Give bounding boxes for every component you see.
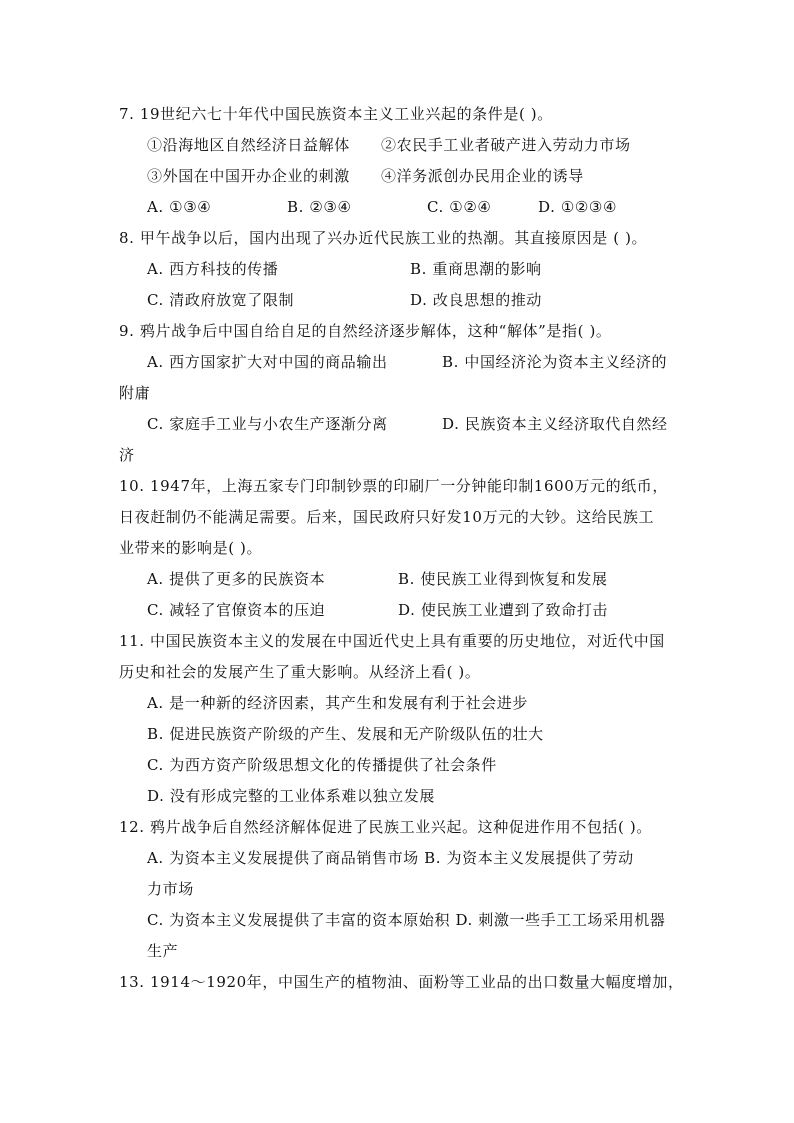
q8-option-b: B. 重商思潮的影响 — [410, 260, 542, 278]
q13-stem: 13. 1914～1920年，中国生产的植物油、面粉等工业品的出口数量大幅度增加， — [119, 973, 684, 991]
q9-option-c: C. 家庭手工业与小农生产逐渐分离 — [147, 415, 388, 433]
q7-option-b: B. ②③④ — [287, 198, 352, 216]
q12-options-c-d: C. 为资本主义发展提供了丰富的资本原始积 D. 刺激一些手工工场采用机器 — [147, 911, 666, 929]
q7-option-a: A. ①③④ — [147, 198, 212, 216]
q8-option-c: C. 清政府放宽了限制 — [147, 291, 295, 309]
q12-stem: 12. 鸦片战争后自然经济解体促进了民族工业兴起。这种促进作用不包括( )。 — [119, 818, 652, 836]
q11-stem-line-1: 11. 中国民族资本主义的发展在中国近代史上具有重要的历史地位，对近代中国 — [119, 632, 665, 650]
q8-option-a: A. 西方科技的传播 — [147, 260, 279, 278]
q10-stem-line-1: 10. 1947年，上海五家专门印制钞票的印刷厂一分钟能印制1600万元的纸币， — [119, 477, 668, 495]
q7-cond-4: ④洋务派创办民用企业的诱导 — [381, 167, 584, 185]
q8-option-d: D. 改良思想的推动 — [410, 291, 543, 309]
q9-option-b-continued: 附庸 — [119, 384, 151, 402]
q10-option-c: C. 减轻了官僚资本的压迫 — [147, 601, 326, 619]
q10-stem-line-3: 业带来的影响是( )。 — [119, 539, 263, 557]
q12-option-d-continued: 生产 — [147, 942, 179, 960]
q11-option-c: C. 为西方资产阶级思想文化的传播提供了社会条件 — [147, 756, 497, 774]
q8-stem: 8. 甲午战争以后，国内出现了兴办近代民族工业的热潮。其直接原因是 ( )。 — [119, 229, 648, 247]
q11-option-a: A. 是一种新的经济因素，其产生和发展有利于社会进步 — [147, 694, 528, 712]
q9-option-d: D. 民族资本主义经济取代自然经 — [442, 415, 668, 433]
q11-stem-line-2: 历史和社会的发展产生了重大影响。从经济上看( )。 — [119, 663, 481, 681]
q9-option-a: A. 西方国家扩大对中国的商品输出 — [147, 353, 388, 371]
q11-option-d: D. 没有形成完整的工业体系难以独立发展 — [147, 787, 436, 805]
q12-options-a-b: A. 为资本主义发展提供了商品销售市场 B. 为资本主义发展提供了劳动 — [147, 849, 634, 867]
q9-stem: 9. 鸦片战争后中国自给自足的自然经济逐步解体，这种“解体”是指( )。 — [119, 322, 612, 340]
q9-option-d-continued: 济 — [119, 446, 135, 464]
q9-option-b: B. 中国经济沦为资本主义经济的 — [442, 353, 668, 371]
q10-option-d: D. 使民族工业遭到了致命打击 — [398, 601, 609, 619]
q7-option-c: C. ①②④ — [427, 198, 492, 216]
q10-option-b: B. 使民族工业得到恢复和发展 — [398, 570, 608, 588]
q7-cond-1: ①沿海地区自然经济日益解体 — [147, 136, 350, 154]
q11-option-b: B. 促进民族资产阶级的产生、发展和无产阶级队伍的壮大 — [147, 725, 544, 743]
q7-cond-3: ③外国在中国开办企业的刺激 — [147, 167, 350, 185]
q7-cond-2: ②农民手工业者破产进入劳动力市场 — [381, 136, 631, 154]
q7-option-d: D. ①②③④ — [538, 198, 618, 216]
q12-option-b-continued: 力市场 — [147, 880, 194, 898]
q10-stem-line-2: 日夜赶制仍不能满足需要。后来，国民政府只好发10万元的大钞。这给民族工 — [119, 508, 655, 526]
q7-stem: 7. 19世纪六七十年代中国民族资本主义工业兴起的条件是( )。 — [119, 105, 553, 123]
q10-option-a: A. 提供了更多的民族资本 — [147, 570, 326, 588]
